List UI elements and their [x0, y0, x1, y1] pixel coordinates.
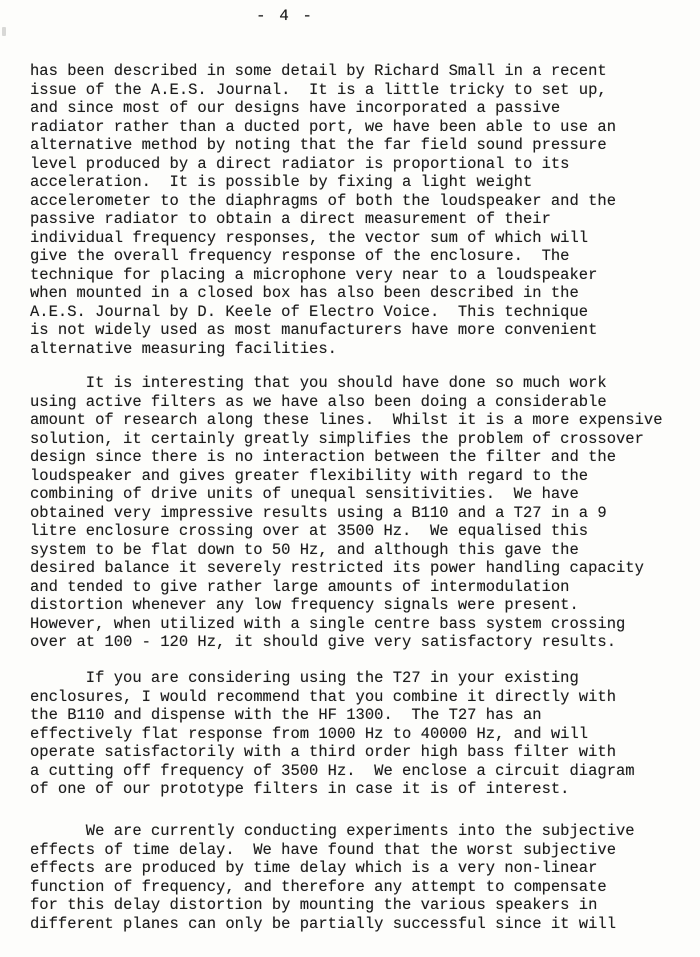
- body-paragraph-1: has been described in some detail by Richard Small in a recent issue of the A.E.S. Journal. It is a little tricky to set up, and since most of our designs have incorporated a passive radiator rather than a ducted port, we have been able to use an alternative method by noting that the far field sound pressure level produced by a direct radiator is proportional to its acceleration. It is possible by fixing a light weight accelerometer to the diaphragms of both the loudspeaker and the passive radiator to obtain a direct measurement of their individual frequency responses, the vector sum of which will give the overall frequency response of the enclosure. The technique for placing a microphone very near to a loudspeaker when mounted in a closed box has also been described in the A.E.S. Journal by D. Keele of Electro Voice. This technique is not widely used as most manufacturers have more convenient alternative measuring facilities.: [30, 62, 616, 358]
- page-number: - 4 -: [256, 7, 315, 25]
- body-paragraph-4: We are currently conducting experiments into the subjective effects of time delay. We have found that the worst subjective effects are produced by time delay which is a very non-linear function of frequency, and therefore any attempt to compensate for this delay distortion by mounting the various speakers in different planes can only be partially successful since it will: [30, 822, 635, 933]
- scan-artifact: [2, 27, 6, 36]
- body-paragraph-3: If you are considering using the T27 in your existing enclosures, I would recommend that you combine it directly with the B110 and dispense with the HF 1300. The T27 has an effectively flat response from 1000 Hz to 40000 Hz, and will operate satisfactorily with a third order high bass filter with a cutting off frequency of 3500 Hz. We enclose a circuit diagram of one of our prototype filters in case it is of interest.: [30, 669, 635, 798]
- body-paragraph-2: It is interesting that you should have done so much work using active filters as we have also been doing a considerable amount of research along these lines. Whilst it is a more expensive solution, it certainly greatly simplifies the problem of crossover design since there is no interaction between the filter and the loudspeaker and gives greater flexibility with regard to the combining of drive units of unequal sensitivities. We have obtained very impressive results using a B110 and a T27 in a 9 litre enclosure crossing over at 3500 Hz. We equalised this system to be flat down to 50 Hz, and although this gave the desired balance it severely restricted its power handling capacity and tended to give rather large amounts of intermodulation distortion whenever any low frequency signals were present. However, when utilized with a single centre bass system crossing over at 100 - 120 Hz, it should give very satisfactory results.: [30, 374, 663, 651]
